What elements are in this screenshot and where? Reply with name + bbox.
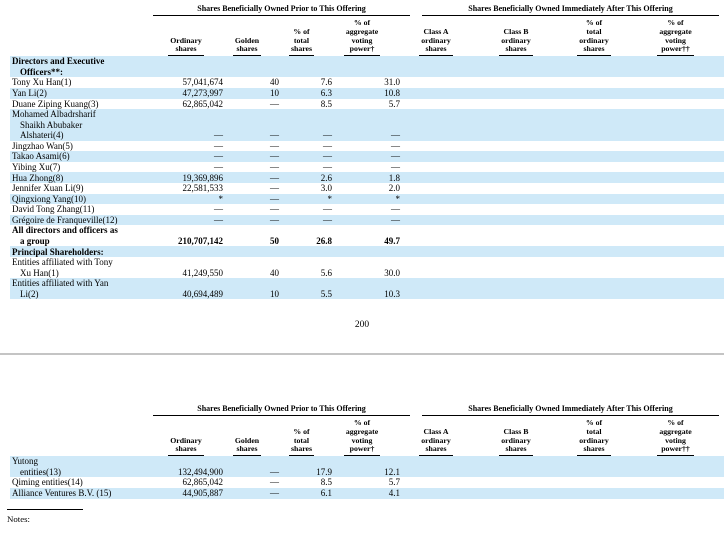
column-header-row	[5, 416, 719, 456]
table-row	[10, 257, 724, 278]
pct-total-shares-cell: —	[323, 204, 332, 215]
column-header-row	[5, 16, 719, 56]
pct-voting-power-cell: 10.3	[384, 288, 400, 299]
pct-voting-power-cell: —	[391, 161, 400, 172]
page-number: 200	[354, 320, 370, 331]
col-pct-total-shares: % of total shares	[289, 28, 314, 56]
ordinary-shares-cell: *	[218, 193, 223, 204]
pct-voting-power-cell: 31.0	[384, 77, 400, 88]
ordinary-shares-cell: 62,865,042	[182, 477, 223, 488]
table-row	[10, 488, 724, 499]
golden-shares-cell: —	[270, 183, 279, 194]
ordinary-shares-cell: —	[214, 151, 223, 162]
ordinary-shares-cell: 47,273,997	[182, 88, 223, 99]
col-ordinary-shares: Ordinary shares	[168, 437, 204, 457]
ownership-table-body	[5, 56, 719, 299]
table-row	[10, 204, 724, 215]
holder-name-cell: Yutong entities(13)	[12, 456, 61, 477]
table-row	[10, 456, 724, 477]
table-row	[10, 172, 724, 183]
col-pct-voting-power-after: % of aggregate voting power††	[657, 419, 693, 456]
pct-voting-power-cell: —	[391, 214, 400, 225]
holder-name-cell: Hua Zhong(8)	[12, 172, 64, 183]
ordinary-shares-cell: —	[214, 140, 223, 151]
col-class-a-shares: Class A ordinary shares	[419, 28, 452, 56]
pct-total-shares-cell: —	[323, 161, 332, 172]
pct-total-shares-cell: —	[323, 214, 332, 225]
table-row	[10, 141, 724, 152]
golden-shares-cell: 10	[270, 88, 279, 99]
pct-voting-power-cell: *	[395, 193, 400, 204]
pct-total-shares-cell: 6.1	[320, 488, 332, 499]
golden-shares-cell: 40	[270, 77, 279, 88]
holder-name-cell: Entities affiliated with Yan Li(2)	[12, 278, 109, 299]
table-row	[10, 215, 724, 226]
table-row	[10, 477, 724, 488]
golden-shares-cell: 10	[270, 288, 279, 299]
col-class-a-shares: Class A ordinary shares	[419, 428, 452, 456]
ordinary-shares-cell: —	[214, 204, 223, 215]
pct-total-shares-cell: 6.3	[320, 88, 332, 99]
ordinary-shares-cell: 210,707,142	[178, 235, 223, 246]
col-golden-shares: Golden shares	[233, 37, 261, 57]
golden-shares-cell: —	[270, 214, 279, 225]
table-group-headers	[5, 4, 719, 16]
ordinary-shares-cell: 44,905,887	[182, 488, 223, 499]
pct-total-shares-cell: —	[323, 130, 332, 141]
holder-name-cell: Yan Li(2)	[12, 88, 47, 99]
pct-total-shares-cell: 7.6	[320, 77, 332, 88]
table-row	[10, 162, 724, 173]
holder-name-cell: Directors and Executive Officers**:	[12, 56, 105, 77]
ordinary-shares-cell: —	[214, 130, 223, 141]
pct-total-shares-cell: 26.8	[316, 235, 332, 246]
col-pct-voting-power: % of aggregate voting power†	[344, 419, 380, 456]
page-2	[0, 400, 724, 524]
pct-total-shares-cell: 3.0	[320, 183, 332, 194]
ordinary-shares-cell: 41,249,550	[182, 267, 223, 278]
golden-shares-cell: 40	[270, 267, 279, 278]
col-class-b-shares: Class B ordinary shares	[499, 28, 532, 56]
holder-name-cell: Jennifer Xuan Li(9)	[12, 183, 84, 194]
col-pct-voting-power: % of aggregate voting power†	[344, 19, 380, 56]
col-pct-total-ordinary: % of total ordinary shares	[577, 419, 610, 456]
prior-offering-group-header: Shares Beneficially Owned Prior to This Offering	[153, 4, 410, 16]
golden-shares-cell: —	[270, 140, 279, 151]
prior-offering-group-header: Shares Beneficially Owned Prior to This Offering	[153, 404, 410, 416]
pct-total-shares-cell: *	[327, 193, 332, 204]
col-pct-total-shares: % of total shares	[289, 428, 314, 456]
table-row	[10, 225, 724, 246]
holder-name-cell: Duane Ziping Kuang(3)	[12, 98, 99, 109]
col-pct-total-ordinary: % of total ordinary shares	[577, 19, 610, 56]
page-separator	[0, 353, 724, 355]
pct-voting-power-cell: 5.7	[388, 98, 400, 109]
pct-voting-power-cell: 1.8	[388, 172, 400, 183]
holder-name-cell: Takao Asami(6)	[12, 151, 70, 162]
pct-total-shares-cell: 17.9	[316, 466, 332, 477]
pct-voting-power-cell: 5.7	[388, 477, 400, 488]
pct-voting-power-cell: 4.1	[388, 488, 400, 499]
holder-name-cell: Alliance Ventures B.V. (15)	[12, 488, 112, 499]
holder-name-cell: David Tong Zhang(11)	[12, 204, 95, 215]
golden-shares-cell: —	[270, 204, 279, 215]
golden-shares-cell: —	[270, 130, 279, 141]
pct-total-shares-cell: 5.5	[320, 288, 332, 299]
pct-voting-power-cell: —	[391, 204, 400, 215]
holder-name-cell: Entities affiliated with Tony Xu Han(1)	[12, 257, 113, 278]
ordinary-shares-cell: 62,865,042	[182, 98, 223, 109]
col-golden-shares: Golden shares	[233, 437, 261, 457]
pct-voting-power-cell: —	[391, 130, 400, 141]
table-row	[10, 183, 724, 194]
holder-name-cell: Qingxiong Yang(10)	[12, 193, 87, 204]
ordinary-shares-cell: 19,369,896	[182, 172, 223, 183]
table-row	[10, 194, 724, 205]
pct-voting-power-cell: 10.8	[384, 88, 400, 99]
pct-voting-power-cell: 12.1	[384, 466, 400, 477]
ordinary-shares-cell: 132,494,900	[178, 466, 223, 477]
pct-total-shares-cell: 2.6	[320, 172, 332, 183]
golden-shares-cell: —	[270, 172, 279, 183]
golden-shares-cell: —	[270, 98, 279, 109]
table-row	[10, 88, 724, 99]
pct-total-shares-cell: 8.5	[320, 477, 332, 488]
pct-voting-power-cell: 30.0	[384, 267, 400, 278]
ownership-table-body	[5, 456, 719, 498]
ordinary-shares-cell: 57,041,674	[182, 77, 223, 88]
pct-total-shares-cell: —	[323, 140, 332, 151]
pct-total-shares-cell: 8.5	[320, 98, 332, 109]
table-row	[10, 278, 724, 299]
ordinary-shares-cell: —	[214, 161, 223, 172]
table-row	[10, 151, 724, 162]
pct-total-shares-cell: —	[323, 151, 332, 162]
golden-shares-cell: —	[270, 151, 279, 162]
pct-voting-power-cell: —	[391, 151, 400, 162]
pct-total-shares-cell: 5.6	[320, 267, 332, 278]
footnote-rule	[7, 509, 83, 510]
table-row	[10, 77, 724, 88]
table-row	[10, 246, 724, 257]
holder-name-cell: Tony Xu Han(1)	[12, 77, 72, 88]
col-class-b-shares: Class B ordinary shares	[499, 428, 532, 456]
golden-shares-cell: —	[270, 477, 279, 488]
golden-shares-cell: —	[270, 488, 279, 499]
holder-name-cell: Yibing Xu(7)	[12, 161, 61, 172]
holder-name-cell: Mohamed Albadrsharif Shaikh Abubaker Alshateri(4)	[12, 109, 96, 141]
notes-label: Notes:	[7, 513, 30, 524]
holder-name-cell: Jingzhao Wan(5)	[12, 140, 73, 151]
golden-shares-cell: 50	[270, 235, 279, 246]
table-group-headers	[5, 404, 719, 416]
pct-voting-power-cell: 2.0	[388, 183, 400, 194]
ordinary-shares-cell: 22,581,533	[182, 183, 223, 194]
after-offering-group-header: Shares Beneficially Owned Immediately After This Offering	[422, 404, 719, 416]
col-ordinary-shares: Ordinary shares	[168, 37, 204, 57]
holder-name-cell: Qiming entities(14)	[12, 477, 83, 488]
ordinary-shares-cell: —	[214, 214, 223, 225]
golden-shares-cell: —	[270, 466, 279, 477]
table-row	[10, 99, 724, 110]
pct-voting-power-cell: 49.7	[384, 235, 400, 246]
holder-name-cell: Principal Shareholders:	[12, 246, 104, 257]
golden-shares-cell: —	[270, 161, 279, 172]
col-pct-voting-power-after: % of aggregate voting power††	[657, 19, 693, 56]
holder-name-cell: All directors and officers as a group	[12, 225, 118, 246]
pct-voting-power-cell: —	[391, 140, 400, 151]
holder-name-cell: Grégoire de Franqueville(12)	[12, 214, 118, 225]
table-row	[10, 109, 724, 141]
after-offering-group-header: Shares Beneficially Owned Immediately After This Offering	[422, 4, 719, 16]
golden-shares-cell: —	[270, 193, 279, 204]
ordinary-shares-cell: 40,694,489	[182, 288, 223, 299]
table-row	[10, 56, 724, 77]
